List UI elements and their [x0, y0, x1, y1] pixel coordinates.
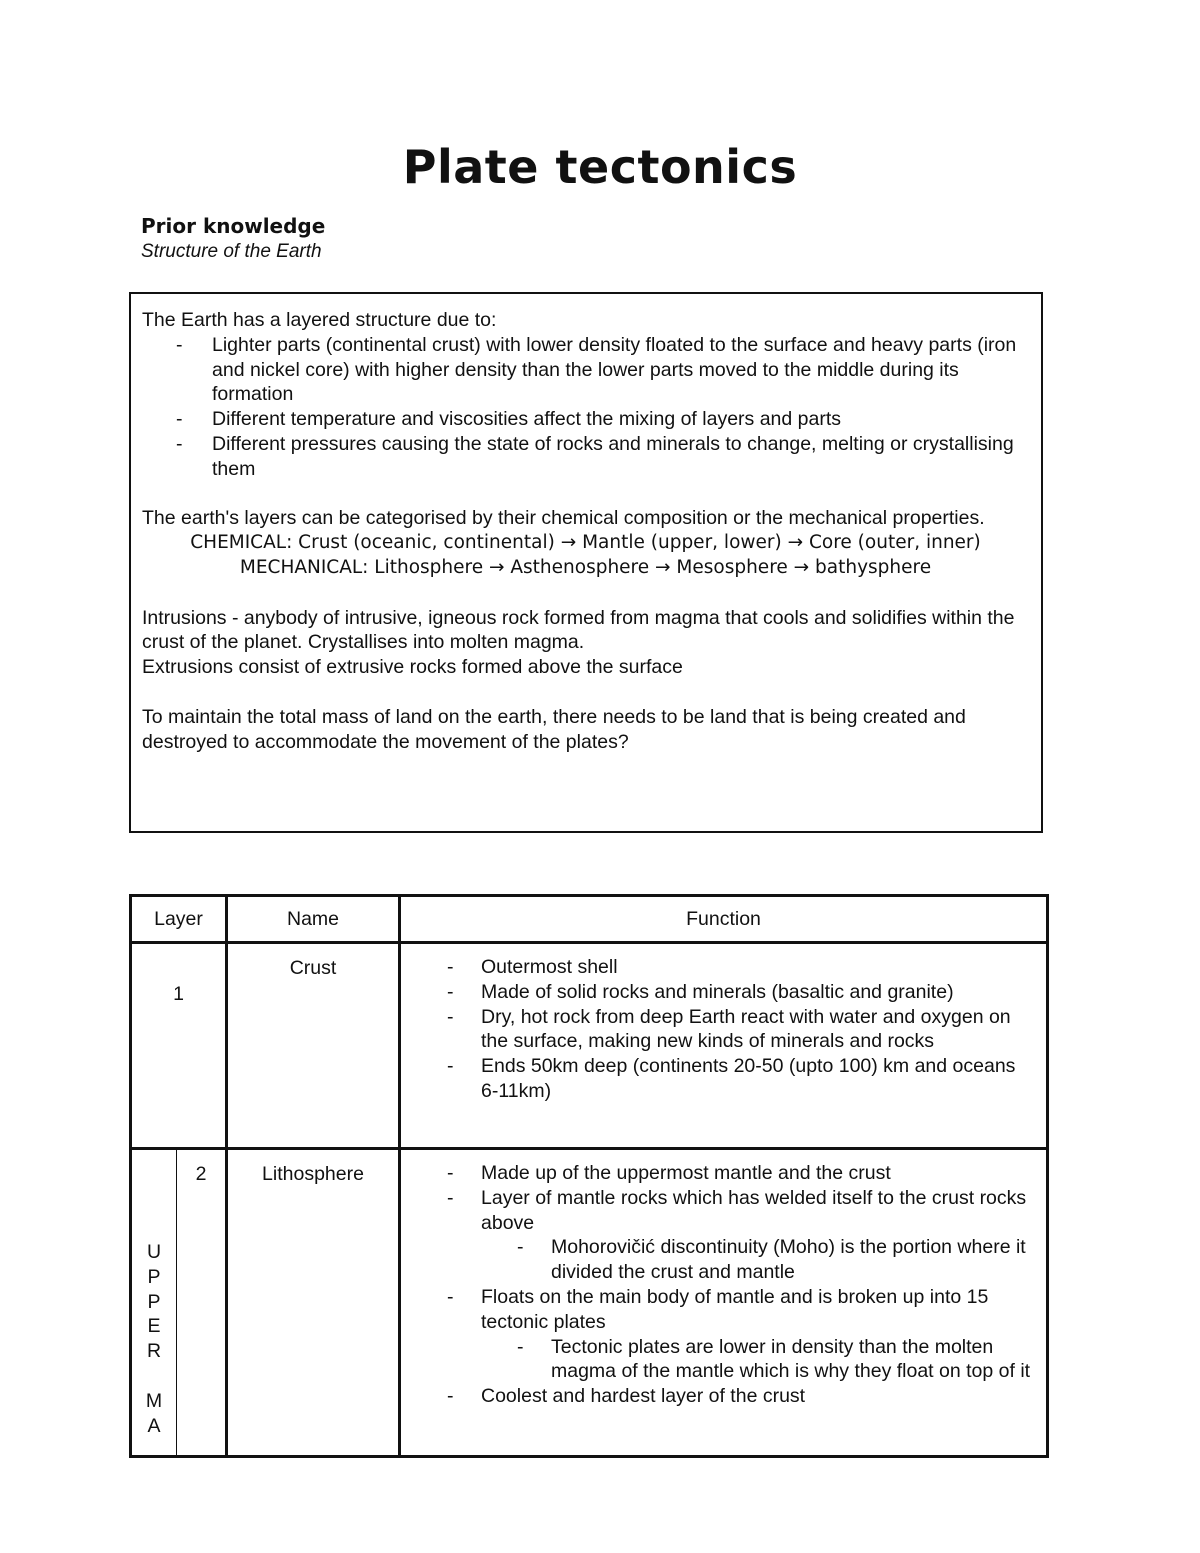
- function-item: - Made of solid rocks and minerals (basaltic and granite): [401, 980, 1036, 1005]
- section-subtitle: Structure of the Earth: [141, 241, 322, 262]
- vertical-letter: A: [147, 1414, 161, 1437]
- vertical-letter: P: [147, 1265, 161, 1288]
- vertical-letter: U: [146, 1241, 162, 1263]
- prior-knowledge-box: [129, 292, 1043, 833]
- list-item: - Lighter parts (continental crust) with lower density floated to the surface and heavy parts (iron and nickel core) with higher density than the lower parts moved to the middle during its formation: [142, 333, 1029, 407]
- function-subitem: - Mohorovičić discontinuity (Moho) is the portion where it divided the crust and mantle: [401, 1235, 1036, 1285]
- layer-name: Crust: [227, 943, 400, 1149]
- header-function: Function: [400, 896, 1048, 943]
- vertical-letter: P: [147, 1290, 161, 1313]
- mechanical-line: MECHANICAL: Lithosphere → Asthenosphere → Mesosphere → bathysphere: [239, 556, 932, 578]
- table-row: [131, 1149, 1048, 1457]
- vertical-letter: R: [146, 1340, 162, 1363]
- function-item: - Layer of mantle rocks which has welded itself to the crust rocks above: [401, 1186, 1036, 1236]
- table-row: [131, 943, 1048, 1149]
- mass-paragraph: To maintain the total mass of land on the earth, there needs to be land that is being created and destroyed to accommodate the movement of the plates?: [142, 705, 966, 753]
- list-item: - Different pressures causing the state of rocks and minerals to change, melting or crystallising them: [142, 432, 1029, 482]
- function-item: - Outermost shell: [401, 955, 1036, 980]
- layer-function: [400, 1149, 1048, 1457]
- upper-mantle-label: [131, 1149, 177, 1457]
- function-subitem: - Tectonic plates are lower in density than the molten magma of the mantle which is why they float on top of it: [401, 1335, 1036, 1385]
- header-name: Name: [227, 896, 400, 943]
- section-heading: Prior knowledge: [141, 214, 326, 238]
- vertical-letter: E: [147, 1315, 161, 1338]
- function-item: - Coolest and hardest layer of the crust: [401, 1384, 1036, 1409]
- layer-name: Lithosphere: [227, 1149, 400, 1457]
- structure-list: [142, 333, 1029, 482]
- layer-function: [400, 943, 1048, 1149]
- vertical-letter: M: [145, 1389, 163, 1412]
- layer-number: 1: [131, 943, 227, 1149]
- function-item: - Floats on the main body of mantle and is broken up into 15 tectonic plates: [401, 1285, 1036, 1335]
- intrusions-paragraph: Intrusions - anybody of intrusive, igneous rock formed from magma that cools and solidifies within the crust of the planet. Crystallises into molten magma.: [142, 606, 1015, 654]
- function-item: - Ends 50km deep (continents 20-50 (upto 100) km and oceans 6-11km): [401, 1054, 1036, 1104]
- chemical-line: CHEMICAL: Crust (oceanic, continental) → Mantle (upper, lower) → Core (outer, inner): [190, 532, 981, 554]
- extrusions-paragraph: Extrusions consist of extrusive rocks formed above the surface: [142, 656, 683, 679]
- box-intro: The Earth has a layered structure due to:: [142, 309, 497, 331]
- page-title: Plate tectonics: [402, 140, 798, 194]
- layer-number: 2: [177, 1149, 227, 1457]
- function-item: - Made up of the uppermost mantle and the crust: [401, 1161, 1036, 1186]
- table-header-row: [131, 896, 1048, 943]
- list-item: - Different temperature and viscosities affect the mixing of layers and parts: [142, 407, 1029, 432]
- vertical-letter: [132, 1364, 176, 1389]
- function-item: - Dry, hot rock from deep Earth react with water and oxygen on the surface, making new kinds of minerals and rocks: [401, 1005, 1036, 1055]
- layers-table: [129, 894, 1049, 1458]
- header-layer: Layer: [131, 896, 227, 943]
- layers-paragraph: The earth's layers can be categorised by their chemical composition or the mechanical properties.: [142, 507, 985, 530]
